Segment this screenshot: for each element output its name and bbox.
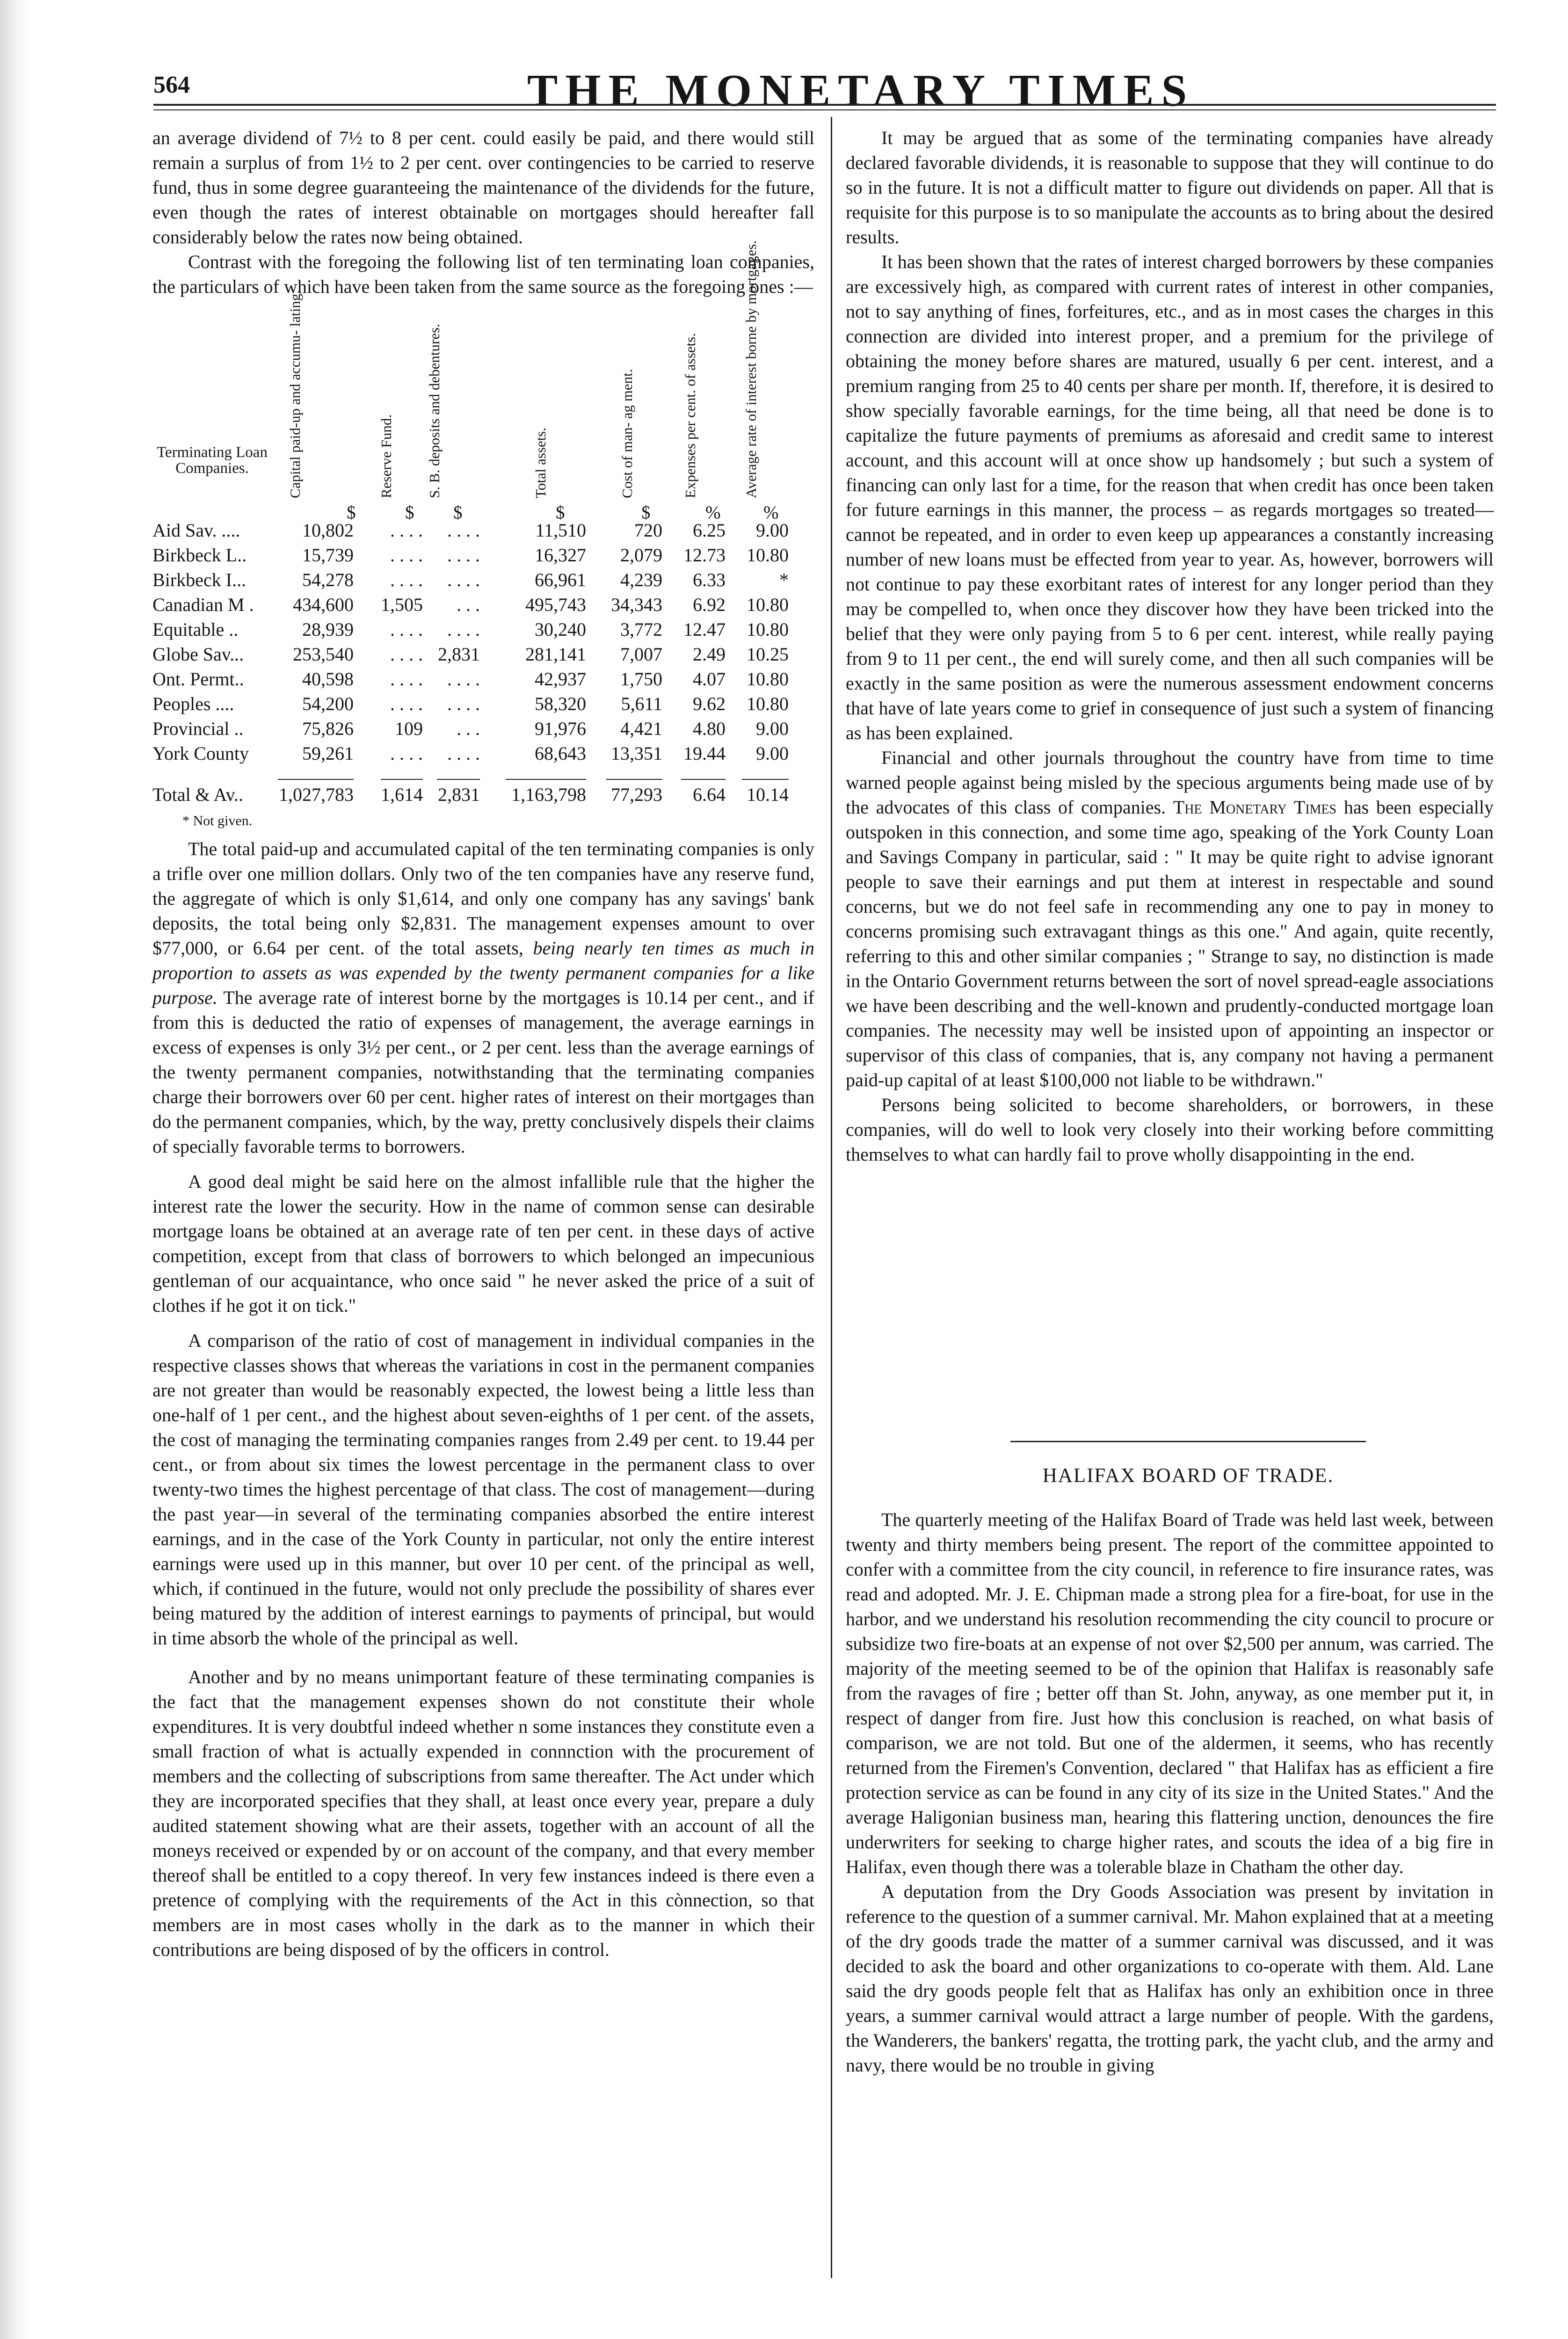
table-row-name: York County: [152, 743, 249, 764]
unit-expenses: %: [705, 502, 721, 523]
table-header-deposits: S. B. deposits and debentures.: [426, 324, 443, 498]
table-cell: 2,079: [620, 545, 662, 566]
table-cell: . . . .: [390, 693, 423, 714]
column-divider: [831, 117, 832, 2278]
table-total-cell: 10.14: [747, 784, 789, 805]
table-cell: . . .: [457, 718, 480, 739]
table-cell: 4.80: [693, 718, 726, 739]
table-cell: 30,240: [535, 619, 586, 640]
table-cell: 5,611: [621, 693, 662, 714]
table-header-assets: Total assets.: [532, 427, 549, 498]
table-footnote: * Not given.: [182, 813, 253, 828]
paragraph-total: The total paid-up and accumulated capital of the ten terminating companies is only a trifle over one million dollars. Only two of the ten companies have any reserve fund, the aggregate of which is only $1,614, and only one company has any savings' bank deposits, the total being only $2,831. The management expenses amount to over $77,000, or 6.64 per cent. of the total assets, being nearly ten times as much in proportion to assets as was expended by the twenty permanent companies for a like purpose. The average rate of interest borne by the mortgages is 10.14 per cent., and if from this is deducted the ratio of expenses of management, the average earnings in excess of expenses is only 3½ per cent., or 2 per cent. less than the average earnings of the twenty permanent companies, notwithstanding that the terminating companies charge their borrowers over 60 per cent. higher rates of interest on their mortgages than do the permanent companies, which, by the way, pretty conclusively dispels their claims of specially favorable terms to borrowers.: [152, 838, 814, 1157]
table-total-cell: 1,614: [381, 784, 423, 805]
right-column-top: [846, 125, 1494, 1167]
table-sum-rule: [381, 779, 423, 780]
table-total-cell: 1,163,798: [511, 784, 586, 805]
table-cell: 2,831: [438, 644, 480, 665]
table-cell: 59,261: [302, 743, 354, 764]
page-number: 564: [153, 72, 190, 98]
table-cell: 42,937: [535, 668, 586, 690]
table-cell: . . .: [457, 594, 480, 615]
table-cell: 495,743: [525, 594, 586, 615]
table-total-cell: 2,831: [438, 784, 480, 805]
emphasis-ten-times: being nearly ten times as much in proportion to assets as was expended by the twenty permanent companies for a like purpose.: [152, 937, 814, 1008]
table-cell: 28,939: [302, 619, 354, 640]
table-cell: 9.00: [756, 520, 789, 541]
right-column-bottom: [846, 1507, 1494, 2077]
table-cell: . . . .: [390, 644, 423, 665]
page-binding-edge: [0, 0, 28, 2339]
table-cell: 253,540: [293, 644, 354, 665]
table-cell: 75,826: [302, 718, 354, 739]
unit-cost: $: [641, 502, 651, 523]
table-cell: *: [779, 569, 789, 590]
paragraph-good-deal: A good deal might be said here on the almost infallible rule that the higher the interest rate the lower the security. How in the name of common sense can desirable mortgage loans be obtained at an average rate of ten per cent. in these days of active competition, except from that class of borrowers to which belonged an impecunious gentleman of our acquaintance, who once said " he never asked the price of a suit of clothes if he got it on tick.": [152, 1171, 814, 1316]
table-cell: 10.80: [747, 545, 789, 566]
table-cell: 4,421: [620, 718, 662, 739]
table-sum-rule: [437, 779, 480, 780]
table-cell: 66,961: [535, 569, 586, 590]
table-cell: 12.47: [683, 619, 726, 640]
table-cell: 11,510: [535, 520, 586, 541]
table-header-capital: Capital paid-up and accumu- lating.: [287, 290, 303, 498]
table-cell: . . . .: [390, 569, 423, 590]
paragraph-persons: Persons being solicited to become shareholders, or borrowers, in these companies, will do well to look very closely into their working before committing themselves to what can hardly fail to prove wholly disappointing in the end.: [846, 1094, 1494, 1165]
left-column-top: [152, 125, 814, 299]
unit-deposits: $: [453, 502, 463, 523]
table-cell: 10.25: [747, 644, 789, 665]
table-cell: 1,505: [381, 594, 423, 615]
table-cell: . . . .: [390, 545, 423, 566]
paragraph-shown: It has been shown that the rates of interest charged borrowers by these companies are excessively high, as compared with current rates of interest in other companies, not to say anything of fines, forfeitures, etc., and as in most cases the charges in this connection are divided into interest proper, and a premium for the privilege of obtaining the money before shares are matured, usually 6 per cent. interest, and a premium ranging from 25 to 40 cents per share per month. If, therefore, it is desired to show specially favorable earnings, for the time being, all that need be done is to capitalize the future payments of premiums as aforesaid and credit same to interest account, and this account will at once show up handsomely ; but such a system of financing can only last for a time, for the reason that when credit has once been taken for future earnings in this manner, the process – as regards mortgages so treated—cannot be repeated, and in order to even keep up appearances a constantly increasing number of new loans must be effected from year to year. As, however, borrowers will not continue to pay these exorbitant rates of interest for any longer period than they may be compelled to, when once they discover how they have been tricked into the belief that they were only paying from 5 to 6 per cent. interest, while really paying from 9 to 11 per cent., the end will surely come, and then all such companies will be exactly in the same position as were the numerous assessment endowment concerns that have of late years come to grief in consequence of just such a system of financing as has been explained.: [846, 251, 1494, 743]
table-cell: 7,007: [620, 644, 662, 665]
table-total-label: Total & Av..: [152, 784, 243, 805]
table-cell: 34,343: [611, 594, 662, 615]
paragraph-financial-journals: Financial and other journals throughout the country have from time to time warned people against being misled by the specious arguments being made use of by the advocates of this class of companies. The Monetary Times has been especially outspoken in this connection, and some time ago, speaking of the York County Loan and Savings Company in particular, said : " It may be quite right to advise ignorant people to save their earnings and put them at interest in respectable and sound concerns, but we do not feel safe in recommending any one to pay in money to concerns promising such extravagant things as this one." And again, quite recently, referring to this and other similar companies ; " Strange to say, no distinction is made in the Ontario Government returns between the sort of novel spread-eagle associations we have been describing and the well-known and prudently-conducted mortgage loan companies. The necessity may well be insisted upon of appointing an inspector or supervisor of this class of companies, that is, any company not having a permanent paid-up capital of at least $100,000 not liable to be withdrawn.": [846, 747, 1494, 1090]
publication-name: The Monetary Times: [1173, 797, 1337, 818]
table-sum-rule: [742, 779, 789, 780]
table-cell: . . . .: [447, 743, 480, 764]
table-cell: 4.07: [693, 668, 726, 690]
table-cell: 1,750: [620, 668, 662, 690]
table-row-name: Ont. Permt..: [152, 668, 244, 690]
table-row-name: Equitable ..: [152, 619, 239, 640]
unit-rate: %: [763, 502, 779, 523]
paragraph-argued: It may be argued that as some of the terminating companies have already declared favorable dividends, it is reasonable to suppose that they will continue to do so in the future. It is not a difficult matter to figure out dividends on paper. All that is requisite for this purpose is to so manipulate the accounts as to bring about the desired results.: [846, 127, 1494, 247]
table-sum-rule: [506, 779, 586, 780]
table-cell: 91,976: [535, 718, 586, 739]
table-cell: 9.62: [693, 693, 726, 714]
table-row-name: Provincial ..: [152, 718, 244, 739]
table-cell: 109: [395, 718, 423, 739]
unit-capital: $: [347, 502, 356, 523]
table-sum-rule: [278, 779, 354, 780]
table-row-name: Globe Sav...: [152, 644, 244, 665]
table-cell: 10.80: [747, 693, 789, 714]
table-cell: . . . .: [447, 693, 480, 714]
table-row-name: Birkbeck I...: [152, 569, 246, 590]
table-cell: 12.73: [683, 545, 726, 566]
table-cell: 15,739: [302, 545, 354, 566]
table-cell: 2.49: [693, 644, 726, 665]
table-cell: . . . .: [390, 619, 423, 640]
table-cell: 6.92: [693, 594, 726, 615]
table-cell: 16,327: [535, 545, 586, 566]
table-row-name: Aid Sav. ....: [152, 520, 240, 541]
table-cell: 9.00: [756, 718, 789, 739]
unit-assets: $: [556, 502, 565, 523]
table-cell: . . . .: [390, 520, 423, 541]
paragraph-quarterly-meeting: The quarterly meeting of the Halifax Board of Trade was held last week, between twenty and thirty members being present. The report of the committee appointed to confer with a committee from the city council, in reference to fire insurance rates, was read and adopted. Mr. J. E. Chipman made a strong plea for a fire-boat, for use in the harbor, and we understand his resolution recommending the city council to procure or subsidize two fire-boats at an expense of not over $2,500 per annum, was carried. The majority of the meeting seemed to be of the opinion that Halifax is reasonably safe from the ravages of fire ; better off than St. John, anyway, as one member put it, in respect of danger from fire. Just how this conclusion is reached, on what basis of comparison, we are not told. But one of the aldermen, it seems, who has recently returned from the Firemen's Convention, declared " that Halifax has as efficient a fire protection service as can be found in any city of its size in the United States." And the average Haligonian business man, hearing this flattering unction, denounces the fire underwriters for seeking to charge higher rates, and scouts the idea of a big fire in Halifax, even though there was a tolerable blaze in Chatham the other day.: [846, 1509, 1494, 1877]
paragraph-intro: an average dividend of 7½ to 8 per cent. could easily be paid, and there would still remain a surplus of from 1½ to 2 per cent. over contingencies to be carried to reserve fund, thus in some degree guaranteeing the maintenance of the dividends for the future, even though the rates of interest obtainable on mortgages should hereafter fall considerably below the rates now being obtained.: [152, 127, 814, 247]
paragraph-another-feature: Another and by no means unimportant feature of these terminating companies is the fact that the management expenses shown do not constitute their whole expenditures. It is very doubtful indeed whether n some instances they constitute even a small fraction of what is actually expended in connnction with the procurement of members and the collecting of subscriptions from same thereafter. The Act under which they are incorporated specifies that they shall, at least once every year, prepare a duly audited statement showing what are their assets, together with an account of all the moneys received or expended by or on account of the company, and that every member thereof shall be entitled to a copy thereof. In very few instances indeed is there even a pretence of complying with the requirements of the Act in this cònnection, so that members are in most cases wholly in the dark as to the manner in which their contributions are being disposed of by the officers in control.: [152, 1666, 814, 1960]
table-row-name: Canadian M .: [152, 594, 254, 615]
table-cell: 3,772: [620, 619, 662, 640]
table-cell: . . . .: [447, 545, 480, 566]
table-total-cell: 6.64: [693, 784, 726, 805]
table-cell: . . . .: [390, 668, 423, 690]
table-cell: 10.80: [747, 594, 789, 615]
table-cell: 68,643: [535, 743, 586, 764]
left-column-bottom: [152, 836, 814, 1962]
table-cell: 720: [634, 520, 662, 541]
table-header-expenses: Expenses per cent. of assets.: [682, 333, 698, 498]
table-cell: 54,200: [302, 693, 354, 714]
table-cell: 6.33: [693, 569, 726, 590]
masthead: THE MONETARY TIMES: [527, 65, 1195, 116]
table-cell: . . . .: [447, 520, 480, 541]
table-cell: 4,239: [620, 569, 662, 590]
masthead-rule: [153, 104, 1496, 106]
table-cell: . . . .: [447, 569, 480, 590]
table-row-name: Birkbeck L..: [152, 545, 247, 566]
table-cell: 13,351: [611, 743, 662, 764]
table-cell: 19.44: [683, 743, 726, 764]
table-cell: 58,320: [535, 693, 586, 714]
paragraph-comparison: A comparison of the ratio of cost of management in individual companies in the respective classes shows that whereas the variations in cost in the permanent companies are not greater than would be reasonably expected, the lowest being a little less than one-half of 1 per cent., and the highest about seven-eighths of 1 per cent. of the assets, the cost of managing the terminating companies ranges from 2.49 per cent. to 19.44 per cent., or from about six times the lowest percentage in the permanent class to over twenty-two times the highest percentage of that class. The cost of management—during the past year—in several of the terminating companies absorbed the entire interest earnings, and in the case of the York County in particular, not only the entire interest earnings were used up in this manner, but over 10 per cent. of the principal as well, which, if continued in the future, would not only preclude the possibility of shares ever being matured by the addition of interest earnings to payments of principal, but would in time absorb the whole of the principal as well.: [152, 1330, 814, 1649]
section-rule: [1010, 1441, 1366, 1442]
table-cell: . . . .: [447, 619, 480, 640]
table-cell: 40,598: [302, 668, 354, 690]
paragraph-deputation: A deputation from the Dry Goods Association was present by invitation in reference to the question of a summer carnival. Mr. Mahon explained that at a meeting of the dry goods trade the matter of a summer carnival was discussed, and it was decided to ask the board and other organizations to co-operate with them. Ald. Lane said the dry goods people felt that as Halifax has only an exhibition once in three years, a summer carnival would attract a large number of people. With the gardens, the Wanderers, the bankers' regatta, the trotting park, the yacht club, and the army and navy, there would be no trouble in giving: [846, 1881, 1494, 2076]
table-cell: 10.80: [747, 668, 789, 690]
table-header-cost: Cost of man- ag ment.: [619, 369, 635, 498]
table-cell: 6.25: [693, 520, 726, 541]
table-sum-rule: [681, 779, 726, 780]
table-cell: 9.00: [756, 743, 789, 764]
masthead-rule-thin: [153, 109, 1496, 110]
section-heading: HALIFAX BOARD OF TRADE.: [1042, 1465, 1334, 1487]
table-cell: 281,141: [525, 644, 586, 665]
table-header-rate: Average rate of interest borne by mortgages.: [743, 240, 759, 498]
table-cell: 54,278: [302, 569, 354, 590]
table-total-cell: 1,027,783: [279, 784, 354, 805]
table-cell: 434,600: [293, 594, 354, 615]
unit-reserve: $: [405, 502, 414, 523]
table-cell: 10.80: [747, 619, 789, 640]
table-header-companies: Terminating Loan Companies.: [157, 444, 268, 477]
table-cell: . . . .: [390, 743, 423, 764]
paragraph-contrast: Contrast with the foregoing the following list of ten terminating loan companies, the particulars of which have been taken from the same source as the foregoing ones :—: [152, 251, 814, 297]
table-row-name: Peoples ....: [152, 693, 234, 714]
table-sum-rule: [606, 779, 662, 780]
table-cell: . . . .: [447, 668, 480, 690]
table-cell: 10,802: [302, 520, 354, 541]
table-header-reserve: Reserve Fund.: [378, 414, 394, 498]
table-total-cell: 77,293: [611, 784, 662, 805]
